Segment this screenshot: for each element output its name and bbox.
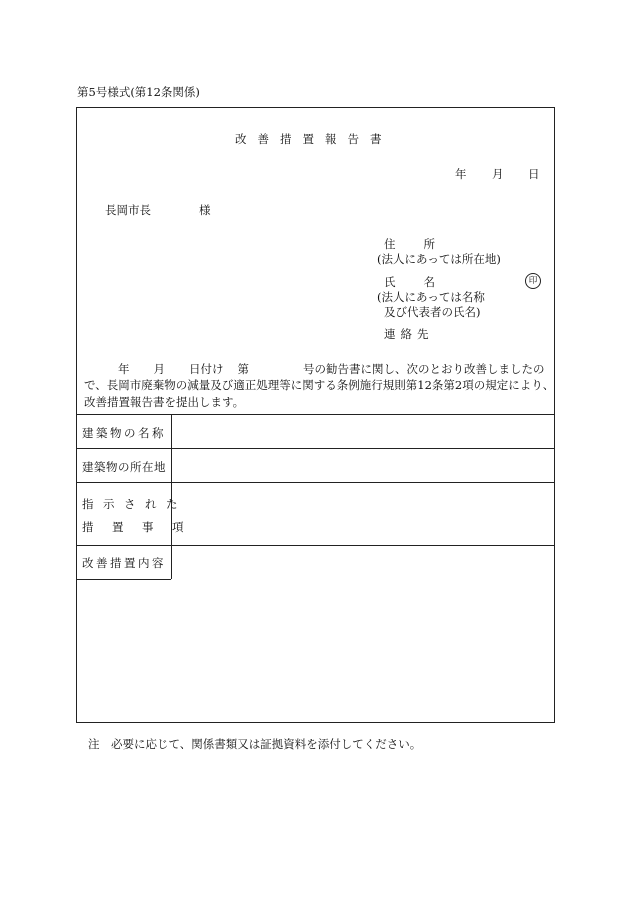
building-location-label: 建築物の所在地 — [82, 460, 166, 474]
address-label-char-2: 所 — [423, 237, 435, 251]
address-label — [384, 236, 435, 252]
body-text-line-3: 改善措置報告書を提出します。 — [84, 395, 245, 409]
body-line-1-rest: 号の勧告書に関し、次のとおり改善しましたの — [303, 362, 545, 376]
instructed-char-1: 措 — [82, 520, 94, 534]
date-day-label: 日 — [528, 167, 540, 181]
instructed-measures-label-line-2 — [82, 519, 184, 535]
date-year-label: 年 — [455, 167, 467, 181]
name-label-char-2: 名 — [423, 275, 435, 289]
table-top-rule — [76, 414, 555, 415]
form-number: 第5号様式(第12条関係) — [77, 85, 200, 99]
address-label-char-1: 住 — [384, 237, 396, 251]
contact-label: 連絡先 — [384, 327, 434, 341]
name-note-line-1: (法人にあっては名称 — [377, 290, 485, 304]
seal-mark: 印 — [525, 273, 541, 289]
body-month: 月 — [153, 362, 165, 376]
instructed-char-4: 項 — [172, 520, 184, 534]
table-row-divider-2 — [76, 482, 555, 483]
improvement-measures-label: 改善措置内容 — [82, 556, 166, 570]
name-note-line-2: 及び代表者の氏名) — [384, 305, 481, 319]
building-name-label: 建築物の名称 — [82, 426, 166, 440]
table-row-divider-3 — [76, 545, 555, 546]
addressee-name: 長岡市長 — [105, 203, 151, 217]
instructed-measures-label-line-1: 指示された — [82, 497, 187, 511]
address-note: (法人にあっては所在地) — [377, 252, 501, 266]
name-label-char-1: 氏 — [384, 275, 396, 289]
body-text-line-1 — [118, 361, 545, 377]
table-label-cell-bottom — [76, 579, 171, 580]
form-frame — [76, 107, 555, 723]
addressee-honorific: 様 — [199, 203, 211, 217]
instructed-char-2: 置 — [112, 520, 124, 534]
footnote: 注 必要に応じて、関係書類又は証拠資料を添付してください。 — [88, 737, 422, 751]
body-text-line-2: で、長岡市廃棄物の減量及び適正処理等に関する条例施行規則第12条第2項の規定により、 — [84, 378, 555, 392]
body-number-prefix: 第 — [237, 362, 249, 376]
name-label — [384, 274, 435, 290]
date-month-label: 月 — [492, 167, 504, 181]
document-title: 改善措置報告書 — [235, 132, 393, 146]
body-year: 年 — [118, 362, 130, 376]
instructed-char-3: 事 — [142, 520, 154, 534]
table-row-divider-1 — [76, 448, 555, 449]
body-day-suffix: 日付け — [189, 362, 224, 376]
